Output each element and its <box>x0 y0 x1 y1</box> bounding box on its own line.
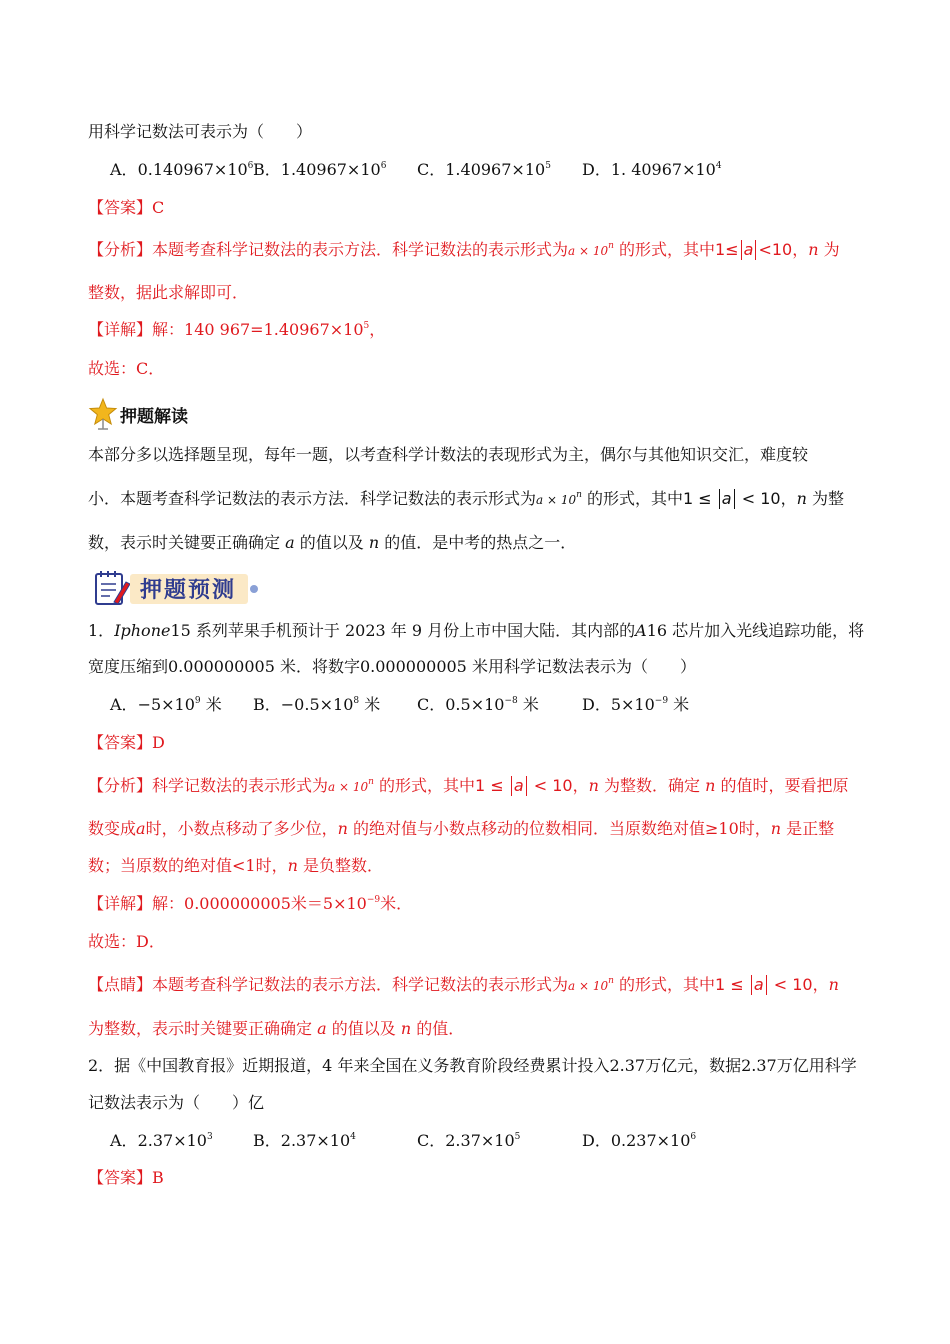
banner-text: 押题预测 <box>140 578 237 603</box>
option-c: C．$0.5\times 10^{-8}$ 米 <box>417 695 539 714</box>
option-b: B．$-0.5\times 10^8$ 米 <box>253 695 381 714</box>
option-a: A．$-5\times 10^9$ 米 <box>110 695 222 714</box>
q1-analysis-3: 数；当原数的绝对值<1时，n 是负整数． <box>88 856 384 875</box>
detail: 【详解】解：140 $967=1.40967\times 10^5$， <box>88 320 386 339</box>
option-c: C．$2.37\times 10^5$ <box>417 1131 521 1150</box>
interpretation-line-1: 本部分多以选择题呈现，每年一题，以考查科学计数法的表现形式为主，偶尔与其他知识交汇，难度较 <box>88 445 809 464</box>
option-d: D．1. $40967\times 10^4$ <box>582 160 722 179</box>
q1-answer: 【答案】D <box>88 733 165 752</box>
q1-analysis-2: 数变成a时，小数点移动了多少位，n 的绝对值与小数点移动的位数相同．当原数绝对值≥10时，n 是正整 <box>88 819 835 838</box>
q1-choice: 故选：D． <box>88 932 165 951</box>
heading-text: 押题解读 <box>120 406 188 427</box>
q1-comment-1: 【点睛】本题考查科学记数法的表示方法．科学记数法的表示形式为$a \times 10^n$ 的形式，其中1 ≤ a < 10，n <box>88 975 839 994</box>
final-choice: 故选：C． <box>88 359 165 378</box>
analysis-line-2: 整数，据此求解即可． <box>88 283 249 302</box>
option-a: A．$2.37\times 10^3$ <box>110 1131 213 1150</box>
q1-analysis-1: 【分析】科学记数法的表示形式为$a \times 10^n$ 的形式，其中1 ≤ a < 10，n 为整数．确定 n 的值时，要看把原 <box>88 776 849 795</box>
q2-line-1: 2．据《中国教育报》近期报道，4 年来全国在义务教育阶段经费累计投入2.37万亿元，数据2.37万亿用科学 <box>88 1056 857 1075</box>
prediction-banner <box>92 568 260 608</box>
option-a: A．$0.140967\times 10^6$ <box>110 160 254 179</box>
interpretation-line-2: 小．本题考查科学记数法的表示方法．科学记数法的表示形式为$a \times 10^n$ 的形式，其中1 ≤ a < 10，n 为整 <box>88 489 844 508</box>
q2-answer: 【答案】B <box>88 1168 164 1187</box>
q1-detail: 【详解】解：0.000000005米$=5\times 10^{-9}$米． <box>88 894 413 913</box>
interpretation-heading <box>88 397 188 431</box>
q1-comment-2: 为整数，表示时关键要正确确定 a 的值以及 n 的值． <box>88 1019 465 1038</box>
q2-line-2: 记数法表示为（ ）亿 <box>88 1093 265 1112</box>
interpretation-line-3: 数，表示时关键要正确确定 a 的值以及 n 的值．是中考的热点之一． <box>88 533 577 552</box>
q1-line-2: 宽度压缩到0.000000005 米．将数字0.000000005 米用科学记数法表示为（ ） <box>88 657 696 676</box>
q1-line-1: 1．Iphone15 系列苹果手机预计于 2023 年 9 月份上市中国大陆．其内部的A16 芯片加入光线追踪功能，将 <box>88 621 865 640</box>
star-icon <box>88 397 118 431</box>
option-d: D．$5\times 10^{-9}$ 米 <box>582 695 690 714</box>
answer: 【答案】C <box>88 198 165 217</box>
option-b: B．$1.40967\times 10^6$ <box>253 160 387 179</box>
option-d: D．$0.237\times 10^6$ <box>582 1131 697 1150</box>
question-stem: 用科学记数法可表示为（ ） <box>88 122 313 141</box>
analysis: 【分析】本题考查科学记数法的表示方法．科学记数法的表示形式为$a \times 10^n$ 的形式，其中1≤ a <10，n 为 <box>88 240 840 259</box>
option-c: C．$1.40967\times 10^5$ <box>417 160 551 179</box>
option-b: B．$2.37\times 10^4$ <box>253 1131 356 1150</box>
